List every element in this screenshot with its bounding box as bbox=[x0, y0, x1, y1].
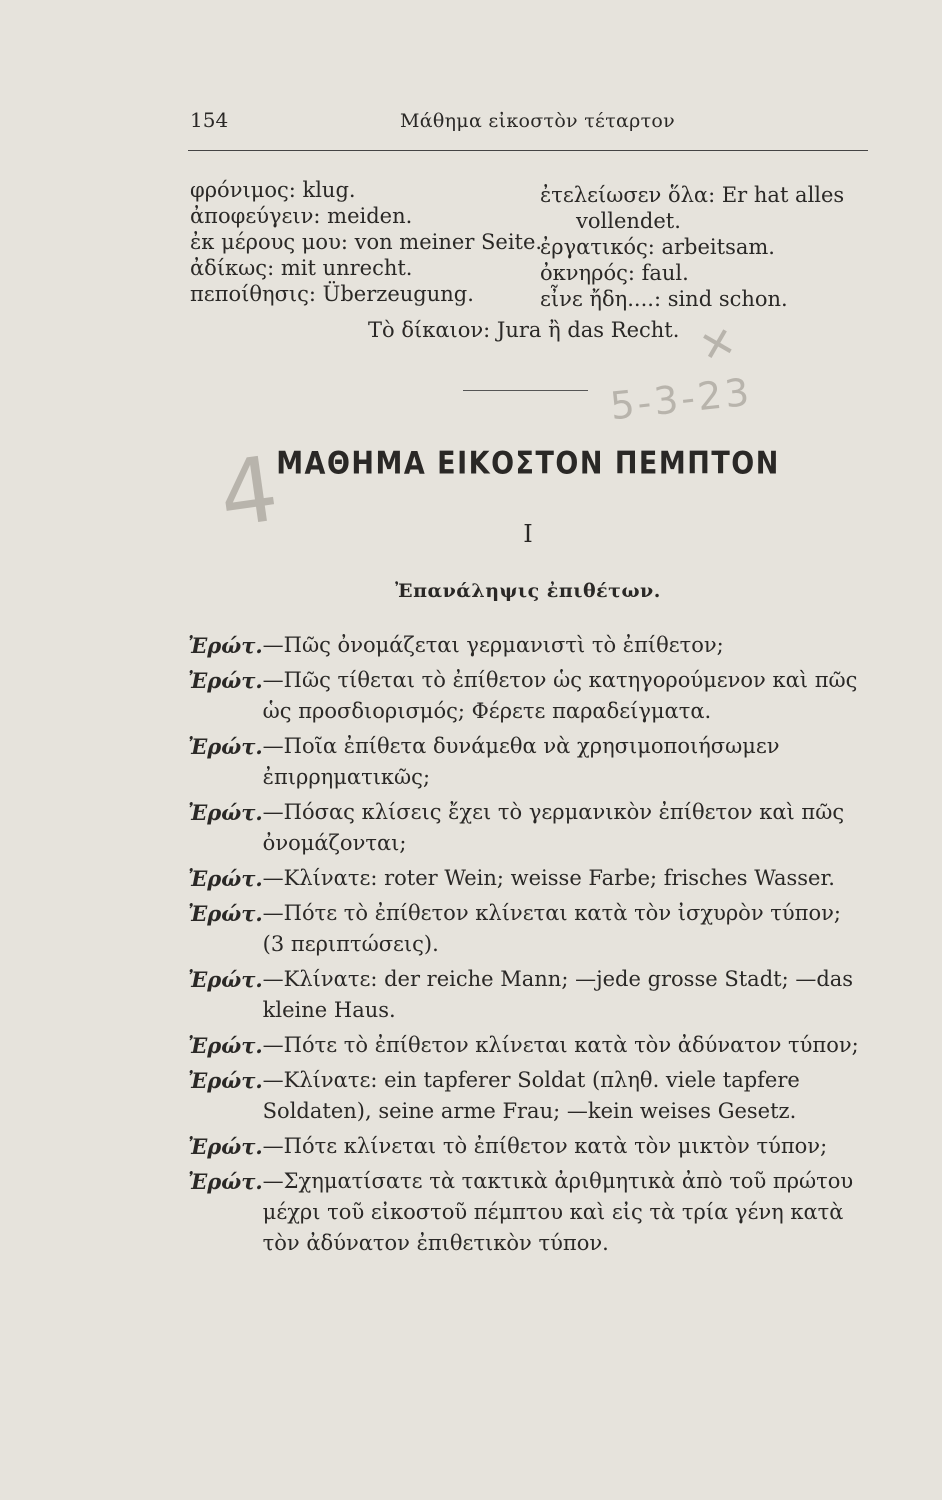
vocab-entry: ἐκ μέρους μου: von meiner Seite. bbox=[190, 230, 543, 254]
question-text: —Πότε τὸ ἐπίθετον κλίνεται κατὰ τὸν ἰσχυρὸν τύπον; (3 περιπτώσεις). bbox=[262, 901, 841, 956]
question-item bbox=[188, 797, 868, 859]
question-label: Ἐρώτ. bbox=[188, 967, 263, 992]
question-label: Ἐρώτ. bbox=[188, 1169, 263, 1194]
question-list bbox=[188, 630, 868, 1263]
question-label: Ἐρώτ. bbox=[188, 901, 263, 926]
question-label: Ἐρώτ. bbox=[188, 633, 263, 658]
page-header bbox=[190, 108, 866, 140]
pencil-number-mark: 4 bbox=[212, 436, 285, 549]
vocab-entry: φρόνιμος: klug. bbox=[190, 178, 356, 202]
question-item bbox=[188, 1030, 868, 1061]
question-text: —Κλίνατε: der reiche Mann; —jede grosse Stadt; —das kleine Haus. bbox=[262, 967, 854, 1022]
pencil-cross-mark: ✕ bbox=[694, 316, 741, 373]
section-divider bbox=[463, 390, 588, 391]
vocab-entry: ἀδίκως: mit unrecht. bbox=[190, 256, 413, 280]
vocab-entry-continuation: vollendet. bbox=[576, 209, 681, 233]
vocabulary-right-column bbox=[540, 182, 844, 312]
question-text: —Πότε τὸ ἐπίθετον κλίνεται κατὰ τὸν ἀδύνατον τύπον; bbox=[262, 1033, 859, 1057]
question-item bbox=[188, 630, 868, 661]
vocab-entry: ἀποφεύγειν: meiden. bbox=[190, 204, 413, 228]
vocab-entry: ἐργατικός: arbeitsam. bbox=[540, 235, 775, 259]
question-item bbox=[188, 1065, 868, 1127]
question-label: Ἐρώτ. bbox=[188, 1033, 263, 1058]
vocab-entry: εἶνε ἤδη....: sind schon. bbox=[540, 287, 788, 311]
question-item bbox=[188, 731, 868, 793]
pencil-date-note: 5-3-23 bbox=[608, 369, 755, 429]
question-label: Ἐρώτ. bbox=[188, 1134, 263, 1159]
vocabulary-left-column bbox=[190, 177, 542, 307]
question-item bbox=[188, 898, 868, 960]
header-rule bbox=[188, 150, 868, 151]
section-number: I bbox=[523, 520, 533, 548]
question-text: —Πῶς ὀνομάζεται γερμανιστὶ τὸ ἐπίθετον; bbox=[262, 633, 724, 657]
question-text: —Πόσας κλίσεις ἔχει τὸ γερμανικὸν ἐπίθετον καὶ πῶς ὀνομάζονται; bbox=[262, 800, 845, 855]
question-text: —Κλίνατε: ein tapferer Soldat (πληθ. viele tapfere Soldaten), seine arme Frau; —kein weises Gesetz. bbox=[262, 1068, 800, 1123]
question-label: Ἐρώτ. bbox=[188, 1068, 263, 1093]
question-text: —Σχηματίσατε τὰ τακτικὰ ἀριθμητικὰ ἀπὸ τοῦ πρώτου μέχρι τοῦ εἰκοστοῦ πέμπτου καὶ εἰς τὰ τρία γένη κατὰ τὸν ἀδύνατον ἐπιθετικὸν τύπον. bbox=[262, 1169, 854, 1255]
question-label: Ἐρώτ. bbox=[188, 866, 263, 891]
question-item bbox=[188, 964, 868, 1026]
question-text: —Κλίνατε: roter Wein; weisse Farbe; frisches Wasser. bbox=[262, 866, 835, 890]
question-item bbox=[188, 1131, 868, 1162]
question-item bbox=[188, 665, 868, 727]
vocab-entry: ὀκνηρός: faul. bbox=[540, 261, 689, 285]
question-item bbox=[188, 1166, 868, 1259]
question-label: Ἐρώτ. bbox=[188, 734, 263, 759]
vocab-entry-centered: Τὸ δίκαιον: Jura ἢ das Recht. bbox=[368, 318, 680, 342]
running-title: Μάθημα εἰκοστὸν τέταρτον bbox=[400, 110, 676, 132]
vocab-entry: ἐτελείωσεν ὅλα: Er hat alles bbox=[540, 183, 845, 207]
question-text: —Ποῖα ἐπίθετα δυνάμεθα νὰ χρησιμοποιήσωμεν ἐπιρρηματικῶς; bbox=[262, 734, 780, 789]
page-number: 154 bbox=[190, 108, 229, 132]
lesson-title: ΜΑΘΗΜΑ ΕΙΚΟΣΤΟΝ ΠΕΜΠΤΟΝ bbox=[276, 445, 780, 482]
question-label: Ἐρώτ. bbox=[188, 668, 263, 693]
question-item bbox=[188, 863, 868, 894]
question-label: Ἐρώτ. bbox=[188, 800, 263, 825]
section-title: Ἐπανάληψις ἐπιθέτων. bbox=[395, 580, 661, 602]
question-text: —Πῶς τίθεται τὸ ἐπίθετον ὡς κατηγορούμενον καὶ πῶς ὡς προσδιορισμός; Φέρετε παραδείγματα. bbox=[262, 668, 858, 723]
question-text: —Πότε κλίνεται τὸ ἐπίθετον κατὰ τὸν μικτὸν τύπον; bbox=[262, 1134, 828, 1158]
vocab-entry: πεποίθησις: Überzeugung. bbox=[190, 282, 474, 306]
